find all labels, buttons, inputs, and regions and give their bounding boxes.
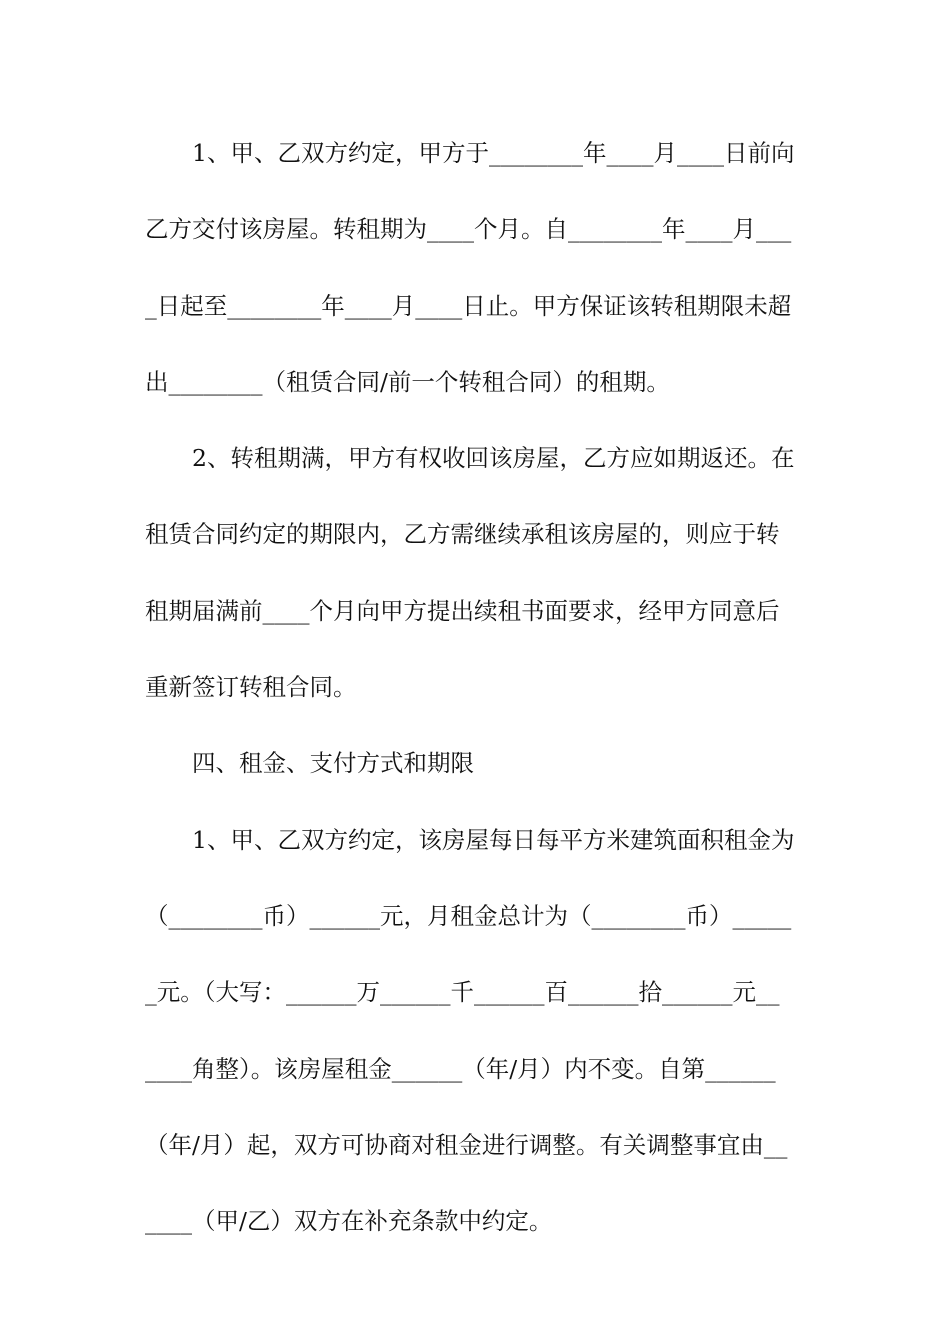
section-heading: 四、租金、支付方式和期限 — [192, 749, 474, 778]
paragraph-2-line-4: 重新签订转租合同。 — [145, 673, 357, 702]
paragraph-3-line-6: ____（甲/乙）双方在补充条款中约定。 — [145, 1207, 553, 1236]
paragraph-1-line-1: 1、甲、乙双方约定，甲方于________年____月____日前向 — [192, 139, 795, 167]
document-body — [145, 128, 810, 1272]
paragraph-2-line-3: 租期届满前____个月向甲方提出续租书面要求，经甲方同意后 — [145, 596, 780, 625]
paragraph-3-line-5: （年/月）起，双方可协商对租金进行调整。有关调整事宜由__ — [145, 1130, 788, 1159]
paragraph-2-line-1: 2、转租期满，甲方有权收回该房屋，乙方应如期返还。在 — [192, 444, 795, 473]
paragraph-3-line-4: ____角整）。该房屋租金______（年/月）内不变。自第______ — [145, 1054, 776, 1083]
paragraph-1-line-2: 乙方交付该房屋。转租期为____个月。自________年____月___ — [145, 215, 792, 244]
paragraph-1-line-4: 出________（租赁合同/前一个转租合同）的租期。 — [145, 367, 670, 396]
paragraph-3-line-1: 1、甲、乙双方约定，该房屋每日每平方米建筑面积租金为 — [192, 825, 795, 854]
paragraph-2-line-2: 租赁合同约定的期限内，乙方需继续承租该房屋的，则应于转 — [145, 520, 780, 549]
paragraph-1-line-3: _日起至________年____月____日止。甲方保证该转租期限未超 — [145, 291, 792, 320]
paragraph-3-line-3: _元。（大写：______万______千______百______拾______元__ — [145, 978, 780, 1007]
paragraph-3-line-2: （________币）______元，月租金总计为（________币）_____ — [145, 901, 792, 930]
